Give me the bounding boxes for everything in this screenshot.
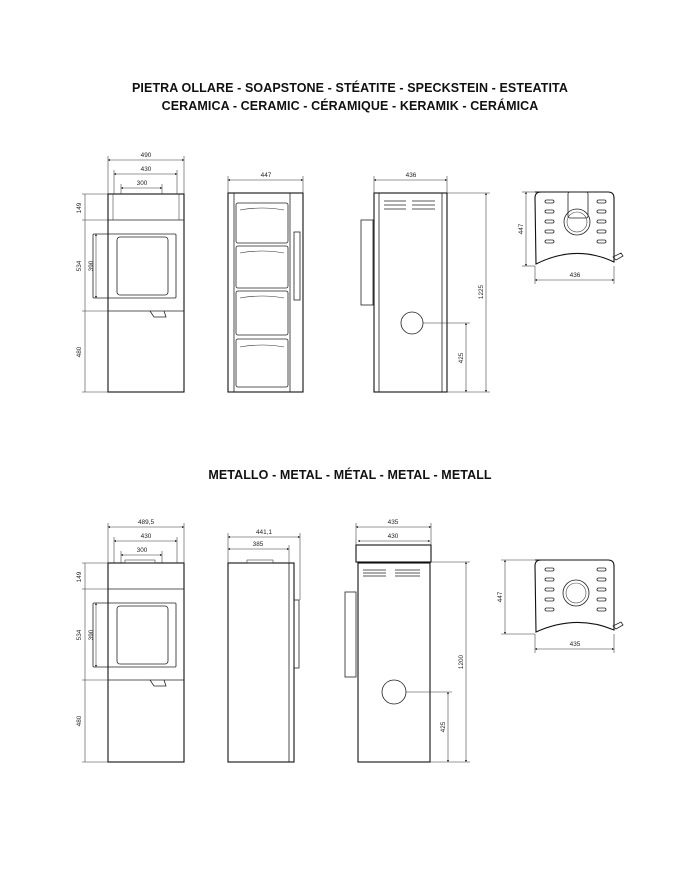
- metal-back-width-total: 435: [387, 519, 399, 526]
- metal-flue-outlet: [382, 680, 406, 704]
- metal-top-width: 435: [569, 641, 581, 648]
- metal-front-h-base: 480: [76, 715, 83, 727]
- stone-side-depth: 447: [260, 172, 272, 179]
- metal-side-view: [228, 529, 300, 762]
- metal-back-view: [345, 519, 470, 762]
- stone-flue-outlet: [401, 312, 423, 334]
- stone-front-width-body: 430: [140, 166, 152, 173]
- metal-back-width-body: 430: [387, 533, 399, 540]
- metal-back-top-plate: [356, 545, 431, 562]
- stone-front-width-door: 300: [136, 180, 148, 187]
- metal-top-vent-grid: [545, 568, 606, 611]
- metal-side-depth-body: 385: [252, 541, 264, 548]
- metal-top-view: [497, 560, 623, 653]
- metal-title: METALLO - METAL - MÉTAL - METAL - METALL: [208, 468, 492, 482]
- metal-back-vent-slots: [363, 570, 420, 576]
- stone-side-view: [228, 172, 303, 392]
- metal-back-outlet-height: 425: [440, 721, 447, 733]
- metal-front-h-door-zone: 534: [76, 629, 83, 641]
- stone-back-view: [361, 172, 490, 392]
- stone-front-view: [76, 152, 184, 392]
- stone-back-width: 436: [405, 172, 417, 179]
- stone-top-view: [518, 192, 623, 284]
- metal-front-h-top: 149: [76, 571, 83, 583]
- metal-top-depth: 447: [497, 591, 504, 603]
- stone-title-line-1: PIETRA OLLARE - SOAPSTONE - STÉATITE - SPECKSTEIN - ESTEATITA: [132, 81, 568, 95]
- stone-front-h-top: 149: [76, 202, 83, 214]
- metal-front-width-body: 430: [140, 533, 152, 540]
- stone-top-vent-grid: [545, 200, 606, 243]
- metal-front-h-glass: 390: [88, 629, 95, 641]
- stone-front-h-base: 480: [76, 346, 83, 358]
- stone-front-width-total: 490: [140, 152, 152, 159]
- metal-side-depth-total: 441,1: [256, 529, 272, 536]
- metal-front-view: [76, 519, 184, 762]
- metal-back-height-total: 1200: [458, 654, 465, 670]
- stone-back-outlet-height: 425: [458, 352, 465, 364]
- stone-back-vent-slots: [384, 201, 435, 209]
- stone-title-line-2: CERAMICA - CERAMIC - CÉRAMIQUE - KERAMIK - CERÁMICA: [161, 99, 539, 113]
- metal-front-width-total: 489,5: [138, 519, 154, 526]
- stone-front-h-door-zone: 534: [76, 260, 83, 272]
- stone-top-width: 436: [569, 272, 581, 279]
- metal-front-width-door: 300: [136, 547, 148, 554]
- stone-front-h-glass: 390: [88, 260, 95, 272]
- stone-back-height-total: 1225: [478, 284, 485, 300]
- stone-top-depth: 447: [518, 223, 525, 235]
